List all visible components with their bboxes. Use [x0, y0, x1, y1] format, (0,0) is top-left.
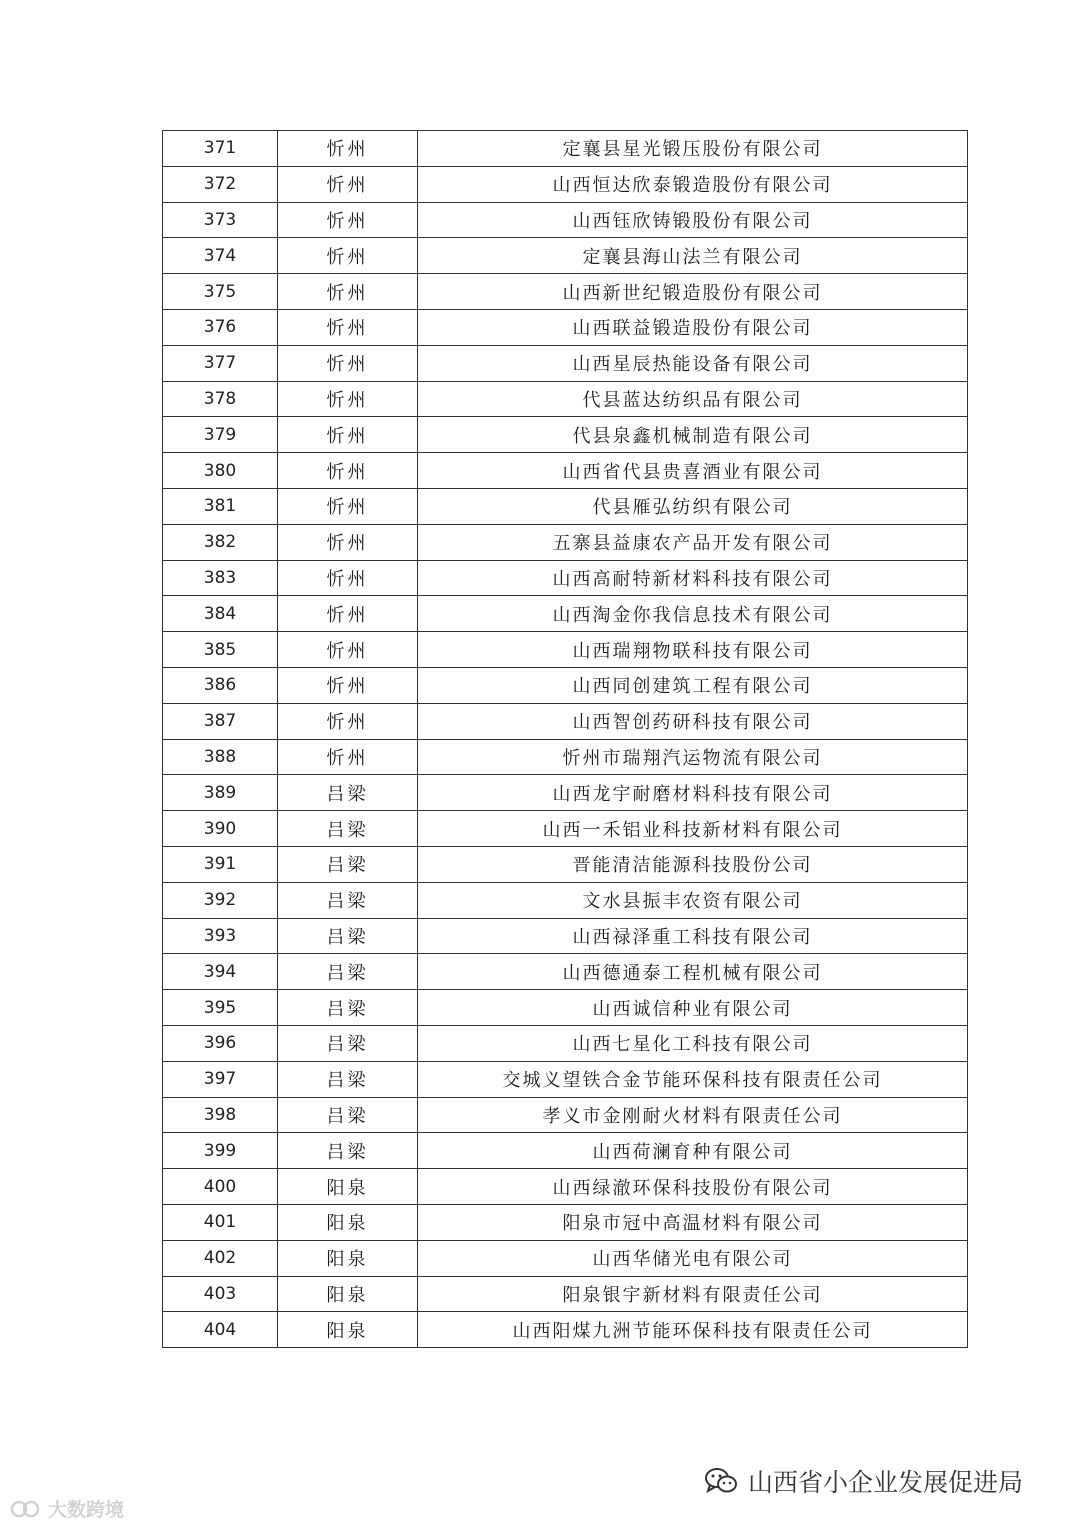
- city-cell: 忻州: [278, 417, 418, 453]
- row-number-cell: 377: [163, 345, 278, 381]
- city-cell: 吕梁: [278, 846, 418, 882]
- table-row: [163, 166, 968, 202]
- company-name-cell: 代县泉鑫机械制造有限公司: [418, 417, 968, 453]
- wechat-account-name: 山西省小企业发展促进局: [748, 1468, 1024, 1497]
- company-name-cell: 文水县振丰农资有限公司: [418, 882, 968, 918]
- table-row: [163, 274, 968, 310]
- row-number-cell: 376: [163, 309, 278, 345]
- row-number-cell: 391: [163, 846, 278, 882]
- city-cell: 忻州: [278, 274, 418, 310]
- row-number-cell: 401: [163, 1204, 278, 1240]
- city-cell: 吕梁: [278, 775, 418, 811]
- city-cell: 阳泉: [278, 1169, 418, 1205]
- city-cell: 忻州: [278, 667, 418, 703]
- row-number-cell: 395: [163, 990, 278, 1026]
- row-number-cell: 384: [163, 596, 278, 632]
- city-cell: 忻州: [278, 131, 418, 167]
- company-name-cell: 山西瑞翔物联科技有限公司: [418, 632, 968, 668]
- wechat-account-watermark: [704, 1463, 1023, 1499]
- city-cell: 吕梁: [278, 811, 418, 847]
- table-row: [163, 954, 968, 990]
- city-cell: 吕梁: [278, 1133, 418, 1169]
- table-row: [163, 345, 968, 381]
- city-cell: 阳泉: [278, 1204, 418, 1240]
- table-row: [163, 417, 968, 453]
- table-row: [163, 1204, 968, 1240]
- corner-watermark-text: 大数跨境: [48, 1499, 125, 1521]
- city-cell: 吕梁: [278, 1061, 418, 1097]
- table-row: [163, 1061, 968, 1097]
- table-row: [163, 1169, 968, 1205]
- table-body: [163, 131, 968, 1348]
- table-row: [163, 1133, 968, 1169]
- corner-watermark: [10, 1495, 124, 1522]
- row-number-cell: 399: [163, 1133, 278, 1169]
- table-row: [163, 131, 968, 167]
- company-name-cell: 山西禄泽重工科技有限公司: [418, 918, 968, 954]
- table-row: [163, 811, 968, 847]
- row-number-cell: 393: [163, 918, 278, 954]
- table-row: [163, 1240, 968, 1276]
- row-number-cell: 385: [163, 632, 278, 668]
- company-name-cell: 代县蓝达纺织品有限公司: [418, 381, 968, 417]
- row-number-cell: 383: [163, 560, 278, 596]
- city-cell: 忻州: [278, 560, 418, 596]
- table-row: [163, 739, 968, 775]
- row-number-cell: 389: [163, 775, 278, 811]
- company-name-cell: 山西七星化工科技有限公司: [418, 1025, 968, 1061]
- table-row: [163, 309, 968, 345]
- city-cell: 吕梁: [278, 1097, 418, 1133]
- table-row: [163, 846, 968, 882]
- row-number-cell: 402: [163, 1240, 278, 1276]
- company-name-cell: 定襄县海山法兰有限公司: [418, 238, 968, 274]
- company-name-cell: 孝义市金刚耐火材料有限责任公司: [418, 1097, 968, 1133]
- link-logo-icon: [10, 1499, 42, 1519]
- row-number-cell: 396: [163, 1025, 278, 1061]
- row-number-cell: 392: [163, 882, 278, 918]
- table-row: [163, 990, 968, 1026]
- row-number-cell: 380: [163, 453, 278, 489]
- table-row: [163, 918, 968, 954]
- company-name-cell: 山西淘金你我信息技术有限公司: [418, 596, 968, 632]
- table-row: [163, 1276, 968, 1312]
- city-cell: 忻州: [278, 596, 418, 632]
- table-row: [163, 703, 968, 739]
- row-number-cell: 403: [163, 1276, 278, 1312]
- company-name-cell: 山西同创建筑工程有限公司: [418, 667, 968, 703]
- company-name-cell: 代县雁弘纺织有限公司: [418, 488, 968, 524]
- company-name-cell: 阳泉银宇新材料有限责任公司: [418, 1276, 968, 1312]
- company-name-cell: 山西新世纪锻造股份有限公司: [418, 274, 968, 310]
- company-name-cell: 山西诚信种业有限公司: [418, 990, 968, 1026]
- city-cell: 吕梁: [278, 882, 418, 918]
- company-name-cell: 山西荷澜育种有限公司: [418, 1133, 968, 1169]
- company-name-cell: 晋能清洁能源科技股份公司: [418, 846, 968, 882]
- row-number-cell: 390: [163, 811, 278, 847]
- city-cell: 忻州: [278, 381, 418, 417]
- city-cell: 忻州: [278, 524, 418, 560]
- company-name-cell: 山西龙宇耐磨材料科技有限公司: [418, 775, 968, 811]
- table-row: [163, 1312, 968, 1348]
- company-name-cell: 忻州市瑞翔汽运物流有限公司: [418, 739, 968, 775]
- row-number-cell: 371: [163, 131, 278, 167]
- row-number-cell: 387: [163, 703, 278, 739]
- row-number-cell: 375: [163, 274, 278, 310]
- table-row: [163, 1097, 968, 1133]
- table-row: [163, 381, 968, 417]
- company-name-cell: 山西德通泰工程机械有限公司: [418, 954, 968, 990]
- row-number-cell: 397: [163, 1061, 278, 1097]
- table-row: [163, 882, 968, 918]
- city-cell: 忻州: [278, 238, 418, 274]
- table-row: [163, 238, 968, 274]
- company-name-cell: 交城义望铁合金节能环保科技有限责任公司: [418, 1061, 968, 1097]
- company-name-cell: 五寨县益康农产品开发有限公司: [418, 524, 968, 560]
- table-row: [163, 560, 968, 596]
- city-cell: 忻州: [278, 703, 418, 739]
- city-cell: 吕梁: [278, 918, 418, 954]
- city-cell: 忻州: [278, 488, 418, 524]
- company-name-cell: 山西钰欣铸锻股份有限公司: [418, 202, 968, 238]
- wechat-icon: [704, 1466, 738, 1496]
- table-row: [163, 1025, 968, 1061]
- company-name-cell: 阳泉市冠中高温材料有限公司: [418, 1204, 968, 1240]
- company-name-cell: 山西绿澈环保科技股份有限公司: [418, 1169, 968, 1205]
- city-cell: 阳泉: [278, 1312, 418, 1348]
- table-row: [163, 667, 968, 703]
- company-name-cell: 山西省代县贵喜酒业有限公司: [418, 453, 968, 489]
- table-row: [163, 775, 968, 811]
- table-row: [163, 202, 968, 238]
- row-number-cell: 374: [163, 238, 278, 274]
- city-cell: 忻州: [278, 166, 418, 202]
- row-number-cell: 394: [163, 954, 278, 990]
- city-cell: 忻州: [278, 632, 418, 668]
- row-number-cell: 382: [163, 524, 278, 560]
- city-cell: 阳泉: [278, 1276, 418, 1312]
- row-number-cell: 386: [163, 667, 278, 703]
- row-number-cell: 388: [163, 739, 278, 775]
- city-cell: 忻州: [278, 202, 418, 238]
- row-number-cell: 378: [163, 381, 278, 417]
- city-cell: 忻州: [278, 345, 418, 381]
- city-cell: 吕梁: [278, 1025, 418, 1061]
- row-number-cell: 381: [163, 488, 278, 524]
- enterprise-list-table: [162, 130, 968, 1348]
- company-name-cell: 山西高耐特新材料科技有限公司: [418, 560, 968, 596]
- company-name-cell: 山西华储光电有限公司: [418, 1240, 968, 1276]
- table-row: [163, 488, 968, 524]
- company-name-cell: 山西恒达欣泰锻造股份有限公司: [418, 166, 968, 202]
- company-name-cell: 山西星辰热能设备有限公司: [418, 345, 968, 381]
- city-cell: 阳泉: [278, 1240, 418, 1276]
- table-row: [163, 632, 968, 668]
- company-name-cell: 山西阳煤九洲节能环保科技有限责任公司: [418, 1312, 968, 1348]
- row-number-cell: 373: [163, 202, 278, 238]
- table-row: [163, 596, 968, 632]
- city-cell: 忻州: [278, 309, 418, 345]
- row-number-cell: 404: [163, 1312, 278, 1348]
- city-cell: 忻州: [278, 739, 418, 775]
- city-cell: 忻州: [278, 453, 418, 489]
- table-row: [163, 453, 968, 489]
- table-row: [163, 524, 968, 560]
- company-name-cell: 定襄县星光锻压股份有限公司: [418, 131, 968, 167]
- city-cell: 吕梁: [278, 954, 418, 990]
- city-cell: 吕梁: [278, 990, 418, 1026]
- row-number-cell: 398: [163, 1097, 278, 1133]
- row-number-cell: 400: [163, 1169, 278, 1205]
- row-number-cell: 379: [163, 417, 278, 453]
- company-name-cell: 山西一禾铝业科技新材料有限公司: [418, 811, 968, 847]
- company-name-cell: 山西联益锻造股份有限公司: [418, 309, 968, 345]
- row-number-cell: 372: [163, 166, 278, 202]
- company-name-cell: 山西智创药研科技有限公司: [418, 703, 968, 739]
